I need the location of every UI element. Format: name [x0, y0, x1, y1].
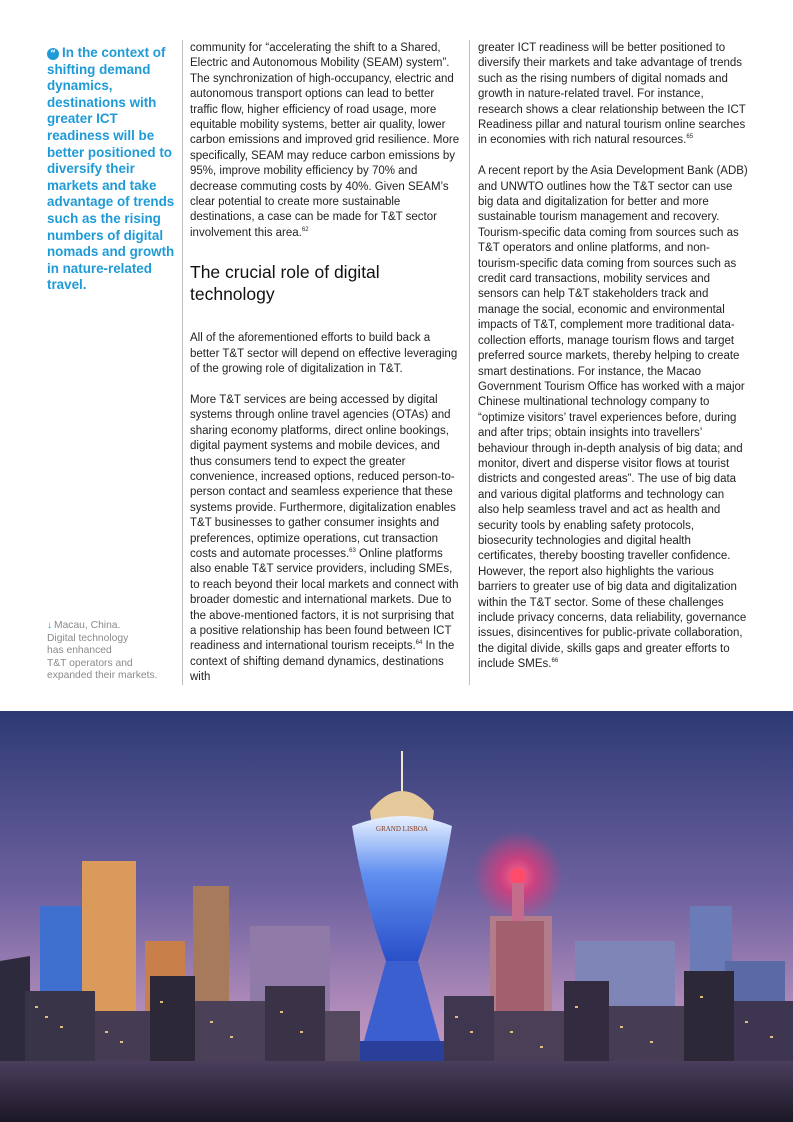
- footnote-ref: 66: [551, 658, 559, 665]
- image-caption: [47, 620, 175, 683]
- paragraph: greater ICT readiness will be better positioned to diversify their markets and take advantage of trends such as the rising numbers of digital nomads and growth in nature-related travel. For instance, research shows a clear relationship between the ICT Readiness pillar and natural tourism online searches in economies with rich natural resources.$^{65}$: [478, 42, 746, 147]
- text-column-1: [190, 41, 462, 701]
- paragraph: All of the aforementioned efforts to build back a better T&T sector will depend on effective leveraging of the growing role of digitalization in T&T.: [190, 332, 458, 376]
- skyline-illustration: [0, 711, 793, 1122]
- paragraph: A recent report by the Asia Development Bank (ADB) and UNWTO outlines how the T&T sector can use big data and digitalization for better and more sustainable tourism management and recovery. Tourism-specific data coming from sources such as T&T operators and online platforms, and non-tourism-specific data coming from sources such as credit card transactions, mobility services and sensors can help T&T stakeholders track and manage the social, economic and environmental impacts of T&T, complement more traditional data-collection efforts, manage tourism flows and target preferred source markets, thereby helping to create smart destinations. For instance, the Macao Government Tourism Office has worked with a major Chinese multinational technology company to “optimize visitors’ travel experiences before, during and after trips; obtain insights into travellers’ behaviour through in-depth analysis of big data; and monitor, divert and disperse visitor flows at tourist districts and congested areas”. The use of big data and various digital platforms and technology can also help seamless travel and act as health and security tools by enabling safety protocols, biosecurity technologies and digital health certificates, thereby boosting traveller confidence. However, the report also highlights the various barriers to greater use of big data and digitalization within the T&T sector. Some of these challenges include privacy concerns, data reliability, governance issues, disincentives for public-private collaboration, the digital divide, skills gaps and greater efforts to include SMEs.$^{66}$: [478, 165, 748, 671]
- section-heading: The crucial role of digital technology: [190, 262, 380, 305]
- macau-skyline-photo: [0, 711, 793, 1122]
- column-rule-left: [182, 40, 183, 685]
- caption-text: Macau, China. Digital technology has enhanced T&T operators and expanded their markets.: [47, 620, 158, 682]
- paragraph: More T&T services are being accessed by digital systems through online travel agencies (OTAs) and sharing economy platforms, direct online bookings, digital payment systems and mobile devices, and thus consumers tend to expect the greater convenience, increased options, reduced person-to-person contact and seamless experience that these systems provide. Furthermore, digitalization enables T&T businesses to gather consumer insights and preferences, optimize operations, cut transaction costs and automate processes.$^{63}$ Online platforms also enable T&T service providers, including SMEs, to reach beyond their local markets and connect with broader domestic and international markets. Due to the above-mentioned factors, it is not surprising that a positive relationship has been found between ICT readiness and international tourism receipts.$^{64}$ In the context of shifting demand dynamics, destinations with: [190, 393, 459, 684]
- tower-sign: GRAND LISBOA: [376, 825, 428, 833]
- paragraph: community for “accelerating the shift to a Shared, Electric and Autonomous Mobility (SEAM) system”. The synchronization of high-occupancy, electric and autonomous transport options can lead to better traffic flow, higher efficiency of road usage, more equitable mobility systems, better air quality, lower carbon emissions and improved grid resilience. More specifically, SEAM may reduce carbon emissions by 95%, improve mobility efficiency by 70% and decrease commuting costs by 40%. Given SEAM’s clear potential to create more sustainable destinations, a case can be made for T&T sector involvement this area.$^{62}$: [190, 42, 460, 239]
- text-column-2: [478, 41, 748, 688]
- pull-quote-text: In the context of shifting demand dynamics, destinations with greater ICT readiness will be better positioned to diversify their markets and take advantage of trends such as the rising numbers of digital nomads and growth in nature-related travel.: [47, 45, 175, 293]
- quote-icon: “: [47, 48, 59, 60]
- footnote-ref: 64: [415, 640, 423, 647]
- footnote-ref: 62: [301, 227, 309, 234]
- arrow-down-icon: ↓: [47, 620, 52, 631]
- column-rule-right: [469, 40, 470, 685]
- footnote-ref: 65: [686, 134, 694, 141]
- footnote-ref: 63: [349, 548, 356, 555]
- pull-quote: [47, 45, 175, 294]
